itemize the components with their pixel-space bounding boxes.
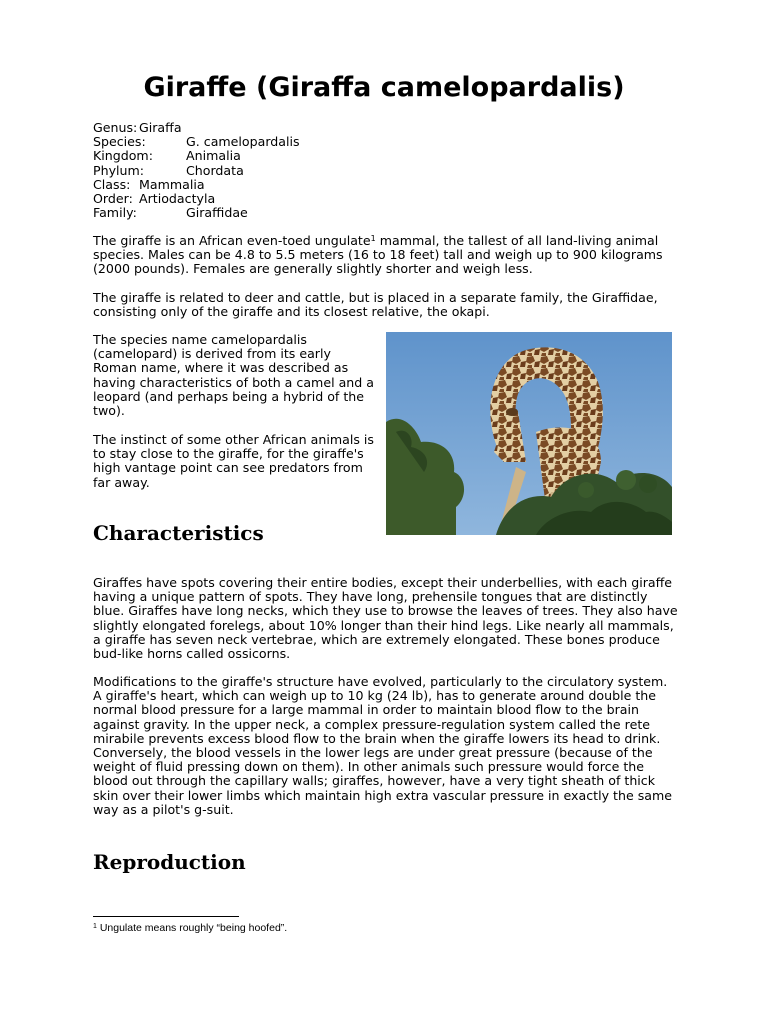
footnote [93,921,287,935]
taxonomy-value: Mammalia [139,176,205,192]
intro-text: mammal, the tallest of all land-living animal species. Males can be 4.8 to 5.5 meters (16 to 18 feet) tall and weigh up to 900 kilograms (2000 pounds). Females are generally slightly shorter and weigh less. [93,233,663,277]
taxonomy-label: Order: [93,190,133,206]
taxonomy-value: G. camelopardalis [186,134,300,150]
footnote-separator [93,916,239,917]
taxonomy-value: Chordata [186,162,244,178]
taxonomy-label: Kingdom: [93,148,153,164]
taxonomy-row-order [93,192,413,206]
characteristics-paragraph-2: Modifications to the giraffe's structure have evolved, particularly to the circulatory system. A giraffe's heart, which can weigh up to 10 kg (24 lb), has to generate around double the normal blood pressure for a large mammal in order to maintain blood flow to the brain against gravity. In the upper neck, a complex pressure-regulation system called the rete mirabile prevents excess blood flow to the brain when the giraffe lowers its head to drink. Conversely, the blood vessels in the lower legs are under great pressure (because of the weight of fluid pressing down on them). In other animals such pressure would force the blood out through the capillary walls; giraffes, however, have a very tight sheath of thick skin over their lower limbs which maintain high extra vascular pressure in exactly the same way as a pilot's g-suit. [93,674,672,817]
taxonomy-label: Phylum: [93,162,145,178]
footnote-reference[interactable]: 1 [370,234,376,243]
section-heading-characteristics: Characteristics [93,521,264,545]
taxonomy-row-genus [93,121,413,135]
taxonomy-label: Genus: [93,120,138,135]
taxonomy-list [93,121,413,220]
intro-paragraph-1 [93,234,678,277]
taxonomy-value: Giraffidae [186,205,248,221]
footnote-text: Ungulate means roughly “being hoofed”. [96,922,288,934]
section-heading-reproduction: Reproduction [93,850,246,874]
taxonomy-value: Animalia [186,148,241,164]
taxonomy-row-kingdom [93,149,413,163]
taxonomy-row-species [93,135,413,149]
giraffe-photo-icon [386,332,672,535]
taxonomy-value: Artiodactyla [139,190,216,206]
intro-paragraph-4: The instinct of some other African animals is to stay close to the giraffe, for the giraffe's high vantage point can see predators from far away. [93,432,374,490]
giraffe-photo [386,332,672,535]
intro-paragraph-3: The species name camelopardalis (camelopard) is derived from its early Roman name, where it was described as having characteristics of both a camel and a leopard (and perhaps being a hybrid of the two). [93,332,374,419]
page-title: Giraffe (Giraffa camelopardalis) [143,72,625,103]
taxonomy-value: Giraffa [139,120,182,135]
taxonomy-label: Class: [93,176,131,192]
taxonomy-label: Family: [93,205,137,221]
taxonomy-row-family [93,206,413,220]
intro-paragraph-2: The giraffe is related to deer and cattle, but is placed in a separate family, the Giraffidae, consisting only of the giraffe and its closest relative, the okapi. [93,290,658,320]
taxonomy-label: Species: [93,134,146,150]
footnote-number: 1 [93,923,97,930]
characteristics-paragraph-1: Giraffes have spots covering their entire bodies, except their underbellies, with each giraffe having a unique pattern of spots. They have long, prehensile tongues that are distinctly blue. Giraffes have long necks, which they use to browse the leaves of trees. They also have slightly elongated forelegs, about 10% longer than their hind legs. Like nearly all mammals, a giraffe has seven neck vertebrae, which are extremely elongated. These bones produce bud-like horns called ossicorns. [93,575,678,662]
taxonomy-row-class [93,178,413,192]
intro-text: The giraffe is an African even-toed ungulate [93,233,371,248]
taxonomy-row-phylum [93,164,413,178]
